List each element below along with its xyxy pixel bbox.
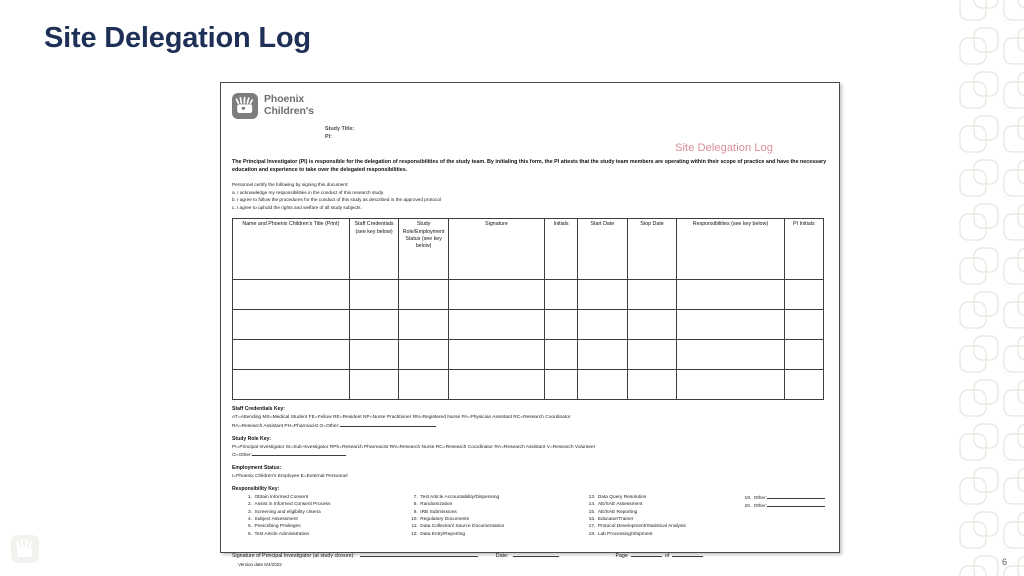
responsibility-item — [241, 509, 407, 516]
table-row[interactable] — [233, 340, 824, 370]
table-row[interactable] — [233, 280, 824, 310]
responsibility-number: 4. — [247, 517, 252, 523]
employment-status-key-line-1: I=Phoenix Children's Employee E=External Personnel — [232, 474, 348, 480]
table-header-row — [233, 219, 824, 280]
cell-stop-date[interactable] — [627, 370, 677, 400]
responsibility-number: 5. — [247, 524, 252, 530]
col-header-start-date: Start Date — [578, 219, 628, 280]
responsibility-number: 19. — [744, 496, 752, 502]
study-role-other-label: O=Other: — [232, 452, 253, 458]
responsibility-number: 13. — [588, 495, 596, 501]
responsibility-label: Test Article Administration — [254, 531, 310, 537]
form-document — [220, 82, 840, 567]
responsibility-label: Other: — [753, 504, 768, 510]
cell-study-role[interactable] — [399, 370, 449, 400]
study-role-key-title: Study Role Key: — [232, 435, 272, 442]
cell-name-title[interactable] — [233, 340, 350, 370]
page-number-blank[interactable] — [631, 552, 662, 557]
certify-item-a: a. I acknowledge my responsibilities in the conduct of this research study. — [232, 189, 385, 195]
staff-credentials-key-title: Staff Credentials Key: — [232, 406, 285, 413]
col-header-pi-initials: PI Initials — [784, 219, 823, 280]
responsibility-item — [584, 501, 740, 508]
responsibility-item — [407, 501, 585, 508]
responsibility-number: 12. — [411, 531, 418, 537]
watermark-logo-icon — [10, 534, 40, 564]
cell-signature[interactable] — [448, 340, 544, 370]
study-title-label: Study Title: — [325, 126, 355, 132]
col-header-study-role: Study Role/Employment Status (see key below) — [399, 219, 449, 280]
study-role-key — [232, 436, 829, 459]
responsibility-number: 6. — [247, 531, 252, 537]
responsibility-number: 15. — [588, 509, 596, 515]
cell-initials[interactable] — [545, 280, 578, 310]
responsibility-number: 17. — [588, 524, 596, 530]
intro-paragraph: The Principal Investigator (PI) is responsible for the delegation of responsibilities of the study team. By initialing this form, the PI attests that the study team members are operating within their scope of practice and have the necessary education and experience to take over the delegated responsibilities. — [232, 158, 827, 173]
responsibility-label: Obtain Informed Consent — [254, 495, 309, 501]
cell-pi-initials[interactable] — [784, 310, 823, 340]
cell-signature[interactable] — [448, 280, 544, 310]
cell-staff-credentials[interactable] — [349, 280, 399, 310]
cell-start-date[interactable] — [578, 310, 628, 340]
responsibility-label: Regulatory Documents — [420, 517, 470, 523]
col-header-signature: Signature — [448, 219, 544, 280]
cell-study-role[interactable] — [399, 340, 449, 370]
responsibility-number: 3. — [247, 509, 252, 515]
responsibility-label: Randomization — [420, 502, 453, 508]
responsibility-label: Data Entry/Reporting — [420, 531, 466, 537]
responsibility-column-4 — [740, 494, 829, 538]
responsibility-number: 2. — [247, 502, 252, 508]
responsibility-number: 18. — [588, 531, 596, 537]
responsibility-item — [407, 531, 585, 538]
employment-status-key — [232, 465, 829, 480]
cell-initials[interactable] — [545, 310, 578, 340]
cell-responsibilities[interactable] — [677, 370, 784, 400]
pi-label: PI: — [325, 134, 332, 141]
delegation-log-table — [232, 218, 824, 400]
cell-start-date[interactable] — [578, 280, 628, 310]
responsibility-number: 14. — [588, 502, 596, 508]
page-total-blank[interactable] — [672, 552, 703, 557]
responsibility-item — [740, 502, 829, 510]
study-role-key-line-1: PI=Principal Investigator SI=Sub-Investigator RPh=Research Pharmacist RN=Research Nurse RC=Research Coordinator RA=Research Assistant V=Research Volunteer — [232, 444, 596, 450]
cell-study-role[interactable] — [399, 280, 449, 310]
responsibility-key-title: Responsibility Key: — [232, 486, 280, 493]
of-label: of — [664, 552, 670, 559]
employment-status-key-title: Employment Status: — [232, 465, 282, 472]
responsibility-number: 11. — [411, 524, 418, 530]
cell-name-title[interactable] — [233, 370, 350, 400]
cell-stop-date[interactable] — [627, 340, 677, 370]
responsibility-number: 1. — [247, 495, 252, 501]
responsibility-item — [407, 494, 585, 501]
cell-name-title[interactable] — [233, 280, 350, 310]
col-header-stop-date: Stop Date — [627, 219, 677, 280]
responsibility-label: Assist in Informed Consent Process — [254, 502, 331, 508]
responsibility-item — [241, 501, 407, 508]
responsibility-item — [407, 516, 585, 523]
page-title: Site Delegation Log — [44, 22, 311, 54]
responsibility-label: Data Query Resolution — [597, 495, 647, 501]
signature-label: Signature of Principal Investigator (at study closure): — [232, 552, 355, 559]
responsibility-number: 9. — [413, 509, 418, 515]
table-row[interactable] — [233, 370, 824, 400]
responsibility-number: 20. — [744, 504, 752, 510]
logo-wordmark — [264, 94, 314, 118]
responsibility-number: 10. — [411, 517, 418, 523]
page-label: Page — [615, 552, 628, 559]
cell-staff-credentials[interactable] — [349, 340, 399, 370]
responsibility-item — [407, 523, 585, 530]
col-header-name-title: Name and Phoenix Children's Title (Print) — [233, 219, 350, 280]
responsibility-label: AE/SAE Reporting — [597, 509, 638, 515]
responsibility-key — [232, 486, 829, 538]
document-logo — [232, 92, 829, 120]
responsibility-label: Educator/Trainer — [597, 517, 634, 523]
date-blank[interactable] — [513, 552, 559, 557]
cell-staff-credentials[interactable] — [349, 310, 399, 340]
cell-responsibilities[interactable] — [677, 310, 784, 340]
cell-study-role[interactable] — [399, 310, 449, 340]
staff-credentials-key-line-2 — [232, 422, 829, 430]
responsibility-item — [241, 494, 407, 501]
cell-responsibilities[interactable] — [677, 280, 784, 310]
study-info-block — [325, 125, 829, 141]
signature-blank[interactable] — [360, 552, 478, 557]
study-role-key-line-2 — [232, 451, 829, 459]
responsibility-number: 7. — [413, 495, 418, 501]
responsibility-item — [241, 523, 407, 530]
responsibility-label: Other: — [753, 496, 768, 502]
cell-initials[interactable] — [545, 370, 578, 400]
date-label: Date: — [495, 552, 509, 559]
col-header-staff-credentials: Staff Credentials (see key below) — [349, 219, 399, 280]
cell-name-title[interactable] — [233, 310, 350, 340]
table-row[interactable] — [233, 310, 824, 340]
cell-pi-initials[interactable] — [784, 280, 823, 310]
cell-staff-credentials[interactable] — [349, 370, 399, 400]
responsibility-item — [584, 494, 740, 501]
responsibility-label: Prescribing Privileges — [254, 524, 301, 530]
responsibility-number: 8. — [413, 502, 418, 508]
cell-stop-date[interactable] — [627, 310, 677, 340]
responsibility-item — [241, 531, 407, 538]
staff-credentials-other-blank[interactable] — [340, 422, 436, 427]
logo-line-1: Phoenix — [264, 93, 305, 106]
responsibility-item — [584, 516, 740, 523]
decorative-pattern — [952, 0, 1024, 576]
col-header-initials: Initials — [545, 219, 578, 280]
responsibility-other-blank-20[interactable] — [767, 502, 825, 507]
responsibility-column-3 — [584, 494, 740, 538]
responsibility-label: Subject Assessment — [254, 517, 298, 523]
responsibility-label: Lab Processing/Shipment — [597, 531, 653, 537]
logo-line-2: Children's — [264, 105, 314, 117]
responsibility-label: IRB Submissions — [420, 509, 457, 515]
signature-footer-row — [232, 552, 829, 560]
responsibility-item — [584, 531, 740, 538]
phoenix-childrens-hand-icon — [232, 93, 258, 119]
staff-credentials-key — [232, 406, 829, 429]
cell-start-date[interactable] — [578, 370, 628, 400]
responsibility-item — [584, 523, 740, 530]
staff-credentials-key-line-1: AT=Attending MS=Medical Student FE=Fellow RE=Resident NP=Nurse Practitioner RN=Registered Nurse PA=Physician Assistant RC=Research Coordinator — [232, 415, 571, 421]
responsibility-label: Data Collection/ Source Documentation — [420, 524, 505, 530]
responsibility-other-blank-19[interactable] — [767, 494, 825, 499]
responsibility-label: AE/SAE Assessment — [597, 502, 643, 508]
responsibility-item — [407, 509, 585, 516]
certify-item-b: b. I agree to follow the procedures for the conduct of this study as described in the approved protocol — [232, 197, 441, 203]
certify-heading: Personnel certify the following by signing this document: — [232, 182, 349, 187]
responsibility-column-2 — [407, 494, 585, 538]
cell-signature[interactable] — [448, 310, 544, 340]
slide-page-number: 6 — [1001, 557, 1007, 567]
responsibility-label: Screening and eligibility criteria — [254, 509, 321, 515]
cell-initials[interactable] — [545, 340, 578, 370]
study-role-other-blank[interactable] — [252, 451, 346, 456]
col-header-responsibilities: Responsibilities (see key below) — [677, 219, 784, 280]
cell-pi-initials[interactable] — [784, 340, 823, 370]
cell-pi-initials[interactable] — [784, 370, 823, 400]
responsibility-label: Protocol Development/Statistical Analysis — [597, 524, 686, 530]
cell-start-date[interactable] — [578, 340, 628, 370]
version-date: Version date 5/4/2022 — [238, 561, 282, 567]
responsibility-item — [584, 509, 740, 516]
responsibility-item — [241, 516, 407, 523]
responsibility-item — [740, 494, 829, 502]
certify-item-c: c. I agree to uphold the rights and welfare of all study subjects. — [232, 204, 362, 210]
certification-block — [232, 181, 829, 211]
cell-responsibilities[interactable] — [677, 340, 784, 370]
staff-credentials-other-label: RA=Research Assistant PH=Pharmacist O=Other: — [232, 423, 340, 429]
responsibility-label: Test Article Accountability/Dispensing — [420, 495, 500, 501]
cell-stop-date[interactable] — [627, 280, 677, 310]
responsibility-column-1 — [241, 494, 407, 538]
cell-signature[interactable] — [448, 370, 544, 400]
responsibility-number: 16. — [588, 517, 596, 523]
form-title: Site Delegation Log — [675, 142, 773, 155]
